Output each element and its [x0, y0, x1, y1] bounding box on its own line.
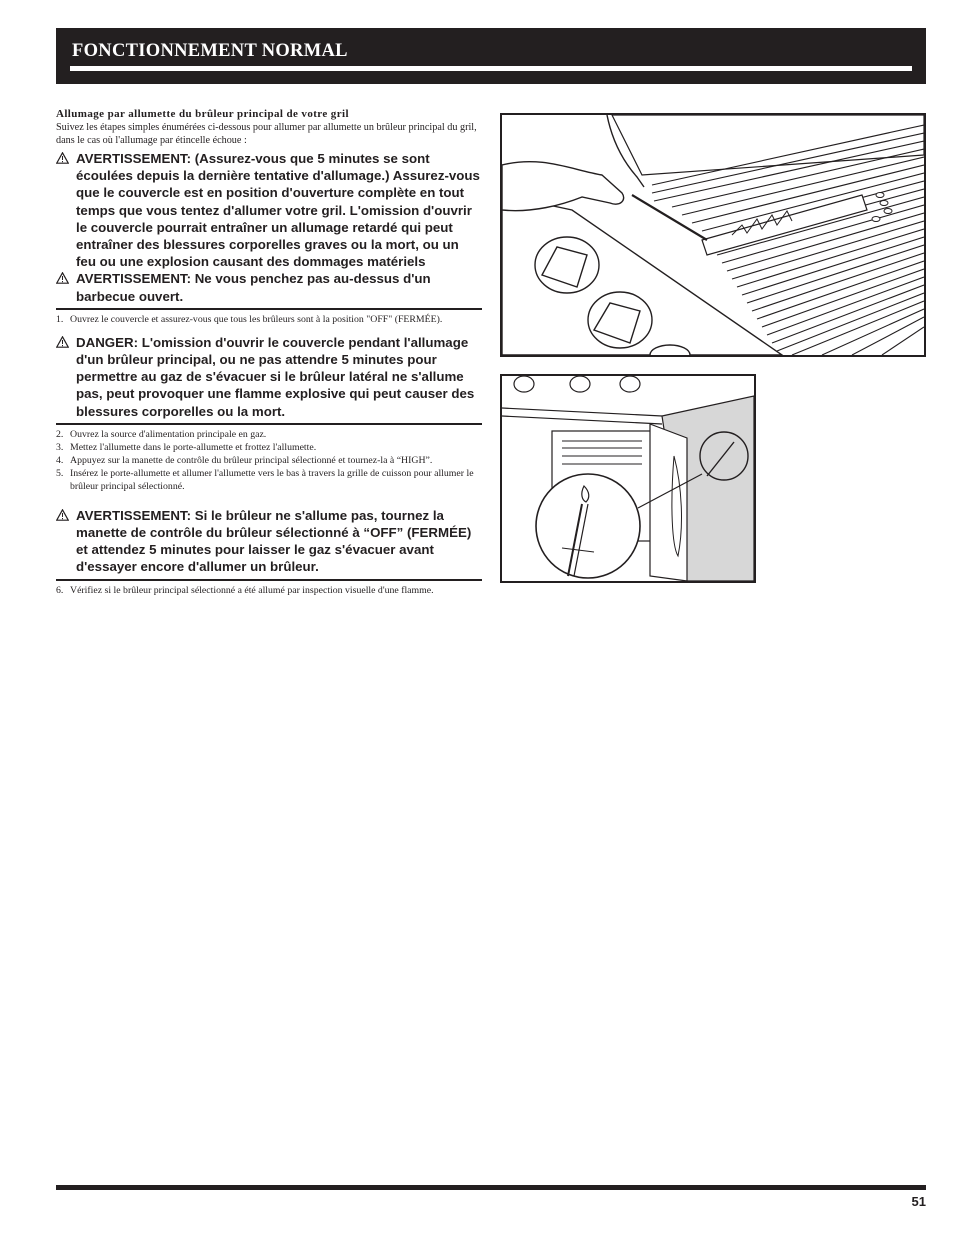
section-heading: Allumage par allumette du brûleur principal de votre gril	[56, 108, 349, 120]
page-number: 51	[911, 1194, 926, 1209]
warning-triangle-icon	[56, 152, 69, 164]
divider-rule	[56, 308, 482, 310]
steps-list-b	[56, 428, 482, 493]
danger-warning	[56, 334, 482, 420]
warning-1	[56, 150, 482, 270]
hand-drawing	[502, 162, 624, 211]
list-item: 6. Vérifiez si le brûleur principal sélectionné a été allumé par inspection visuelle d'une flamme.	[56, 584, 434, 596]
magnified-detail-circle	[536, 474, 640, 578]
warning-triangle-icon	[56, 509, 69, 521]
grill-lighting-illustration	[500, 113, 926, 357]
control-knob	[535, 237, 599, 293]
list-item: 1. Ouvrez le couvercle et assurez-vous que tous les brûleurs sont à la position "OFF" (FERMÉE).	[56, 313, 443, 325]
list-item: 5. Insérez le porte-allumette et allumer l'allumette vers le bas à travers la grille de cuisson pour allumer le brûleur principal sélectionné.	[56, 467, 474, 492]
warning-2-text: AVERTISSEMENT: Ne vous penchez pas au-dessus d'un barbecue ouvert.	[76, 271, 431, 304]
warning-block-1	[56, 150, 482, 310]
control-knob	[588, 292, 652, 348]
callout-circle-small	[700, 432, 748, 480]
steps-list-c	[56, 584, 482, 597]
cabinet-drawing	[502, 376, 754, 581]
warning-3	[56, 507, 482, 576]
warning-1-text: AVERTISSEMENT: (Assurez-vous que 5 minutes se sont écoulées depuis la dernière tentative d'allumage.) Assurez-vous que le couvercle est en position d'ouverture complète en tout temps que vous tentez d'allumer votre gril. L'omission d'ouvrir le couvercle pourrait entraîner un allumage retardé qui peut entraîner des blessures corporelles graves ou la mort, ou un feu ou une explosion causant des dommages matériels	[76, 151, 480, 270]
page-title: FONCTIONNEMENT NORMAL	[72, 41, 348, 61]
instructions-column	[56, 108, 482, 597]
danger-block	[56, 334, 482, 425]
intro-text: Suivez les étapes simples énumérées ci-dessous pour allumer par allumette un brûleur principal du gril, dans le cas où l'allumage par étincelle échoue :	[56, 122, 477, 146]
divider-rule	[56, 579, 482, 581]
warning-block-3	[56, 507, 482, 581]
footer-rule	[56, 1185, 926, 1190]
list-item: 3. Mettez l'allumette dans le porte-allumette et frottez l'allumette.	[56, 441, 317, 453]
warning-3-text: AVERTISSEMENT: Si le brûleur ne s'allume pas, tournez la manette de contrôle du brûleur sélectionné à “OFF” (FERMÉE) et attendez 5 minutes pour laisser le gaz s'évacuer avant d'essayer encore d'allumer un brûleur.	[76, 507, 472, 575]
steps-list-a	[56, 313, 482, 326]
list-item: 4. Appuyez sur la manette de contrôle du brûleur principal sélectionné et tournez-la à “HIGH”.	[56, 454, 433, 466]
warning-triangle-icon	[56, 272, 69, 284]
list-item: 2. Ouvrez la source d'alimentation principale en gaz.	[56, 428, 267, 440]
divider-rule	[56, 423, 482, 425]
grill-grate-drawing	[502, 115, 924, 355]
header-rule	[70, 66, 912, 71]
danger-text: DANGER: L'omission d'ouvrir le couvercle pendant l'allumage d'un brûleur principal, ou ne pas attendre 5 minutes pour permettre au gaz de s'évacuer si le brûleur latéral ne s'allume pas, peut provoquer une flamme explosive qui peut causer des blessures corporelles ou la mort.	[76, 334, 475, 419]
warning-2	[56, 270, 482, 304]
page-header	[56, 28, 926, 84]
warning-triangle-icon	[56, 336, 69, 348]
match-holder-location-illustration	[500, 374, 756, 583]
